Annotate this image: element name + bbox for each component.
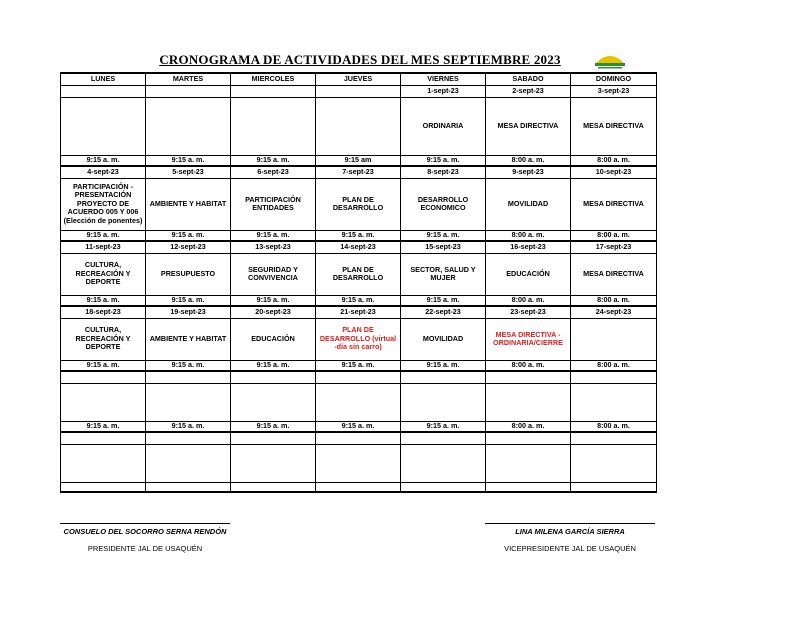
activity-cell: PARTICIPACIÓN - PRESENTACIÓN PROYECTO DE ACUERDO 005 Y 006 (Elección de ponentes)	[61, 178, 146, 230]
time-cell: 8:00 a. m.	[486, 155, 571, 166]
day-header-lunes: LUNES	[61, 73, 146, 85]
activity-cell: AMBIENTE Y HABITAT	[146, 178, 231, 230]
schedule-table	[60, 72, 657, 493]
activity-row	[61, 444, 657, 482]
time-cell: 8:00 a. m.	[486, 295, 571, 306]
time-cell: 9:15 a. m.	[401, 360, 486, 371]
time-cell: 9:15 a. m.	[61, 421, 146, 432]
date-cell: 1-sept-23	[401, 85, 486, 97]
date-cell: 3-sept-23	[571, 85, 657, 97]
time-row	[61, 230, 657, 241]
date-cell: 6-sept-23	[231, 166, 316, 178]
activity-cell	[61, 383, 146, 421]
signature-block-president	[60, 523, 230, 553]
date-cell: 16-sept-23	[486, 241, 571, 253]
activity-cell	[571, 383, 657, 421]
date-cell	[571, 371, 657, 383]
activity-cell: EDUCACIÓN	[486, 253, 571, 295]
day-header-miercoles: MIERCOLES	[231, 73, 316, 85]
date-cell	[486, 371, 571, 383]
time-cell: 9:15 a. m.	[231, 421, 316, 432]
date-cell: 18-sept-23	[61, 306, 146, 318]
date-cell: 7-sept-23	[316, 166, 401, 178]
day-header-viernes: VIERNES	[401, 73, 486, 85]
date-row	[61, 306, 657, 318]
activity-cell: MESA DIRECTIVA	[571, 253, 657, 295]
date-cell: 21-sept-23	[316, 306, 401, 318]
activity-cell	[61, 97, 146, 155]
date-cell: 12-sept-23	[146, 241, 231, 253]
activity-cell	[486, 444, 571, 482]
date-cell	[146, 432, 231, 444]
date-cell	[486, 432, 571, 444]
activity-cell	[316, 383, 401, 421]
time-cell: 9:15 a. m.	[401, 155, 486, 166]
time-row	[61, 421, 657, 432]
activity-cell: DESARROLLO ECONOMICO	[401, 178, 486, 230]
activity-cell: MESA DIRECTIVA	[571, 178, 657, 230]
time-cell: 9:15 a. m.	[146, 295, 231, 306]
day-header-domingo: DOMINGO	[571, 73, 657, 85]
time-row	[61, 295, 657, 306]
time-cell: 9:15 a. m.	[316, 295, 401, 306]
signature-line	[60, 523, 230, 524]
time-cell: 9:15 a. m.	[231, 295, 316, 306]
activity-cell: CULTURA, RECREACIÓN Y DEPORTE	[61, 253, 146, 295]
activity-cell: SEGURIDAD Y CONVIVENCIA	[231, 253, 316, 295]
date-cell	[401, 371, 486, 383]
date-cell	[61, 371, 146, 383]
activity-cell	[571, 318, 657, 360]
date-cell	[146, 371, 231, 383]
activity-row	[61, 253, 657, 295]
time-cell: 8:00 a. m.	[571, 421, 657, 432]
date-cell: 20-sept-23	[231, 306, 316, 318]
date-cell: 13-sept-23	[231, 241, 316, 253]
activity-cell: MOVILIDAD	[401, 318, 486, 360]
time-cell: 9:15 a. m.	[61, 230, 146, 241]
time-cell: 9:15 a. m.	[231, 360, 316, 371]
time-cell	[571, 482, 657, 492]
activity-cell	[146, 97, 231, 155]
time-cell	[316, 482, 401, 492]
date-cell	[231, 432, 316, 444]
activity-cell	[486, 383, 571, 421]
time-cell: 9:15 a. m.	[146, 230, 231, 241]
activity-cell	[61, 444, 146, 482]
activity-cell	[401, 383, 486, 421]
time-cell: 8:00 a. m.	[486, 421, 571, 432]
date-cell	[231, 85, 316, 97]
time-cell: 9:15 a. m.	[231, 230, 316, 241]
activity-cell: PARTICIPACIÓN ENTIDADES	[231, 178, 316, 230]
date-cell	[61, 432, 146, 444]
date-row	[61, 241, 657, 253]
time-cell: 9:15 am	[316, 155, 401, 166]
time-cell: 9:15 a. m.	[61, 155, 146, 166]
activity-cell: PRESUPUESTO	[146, 253, 231, 295]
time-cell: 8:00 a. m.	[571, 295, 657, 306]
date-cell: 4-sept-23	[61, 166, 146, 178]
time-cell: 9:15 a. m.	[401, 421, 486, 432]
activity-cell: ORDINARIA	[401, 97, 486, 155]
date-cell: 10-sept-23	[571, 166, 657, 178]
time-cell	[231, 482, 316, 492]
date-row	[61, 85, 657, 97]
activity-cell	[401, 444, 486, 482]
activity-cell: PLAN DE DESARROLLO	[316, 253, 401, 295]
time-cell	[401, 482, 486, 492]
page-title: CRONOGRAMA DE ACTIVIDADES DEL MES SEPTIEMBRE 2023	[159, 52, 561, 67]
time-cell	[61, 482, 146, 492]
date-cell: 24-sept-23	[571, 306, 657, 318]
time-cell: 9:15 a. m.	[146, 360, 231, 371]
activity-cell: PLAN DE DESARROLLO	[316, 178, 401, 230]
date-cell: 22-sept-23	[401, 306, 486, 318]
day-header-jueves: JUEVES	[316, 73, 401, 85]
time-cell: 9:15 a. m.	[401, 295, 486, 306]
time-cell: 8:00 a. m.	[486, 230, 571, 241]
date-cell	[61, 85, 146, 97]
activity-cell: MESA DIRECTIVA	[571, 97, 657, 155]
date-cell	[146, 85, 231, 97]
time-cell	[146, 482, 231, 492]
activity-cell: MESA DIRECTIVA	[486, 97, 571, 155]
time-cell: 9:15 a. m.	[61, 360, 146, 371]
time-cell: 9:15 a. m.	[401, 230, 486, 241]
jal-logo-icon	[592, 50, 628, 70]
activity-cell: MOVILIDAD	[486, 178, 571, 230]
time-cell: 9:15 a. m.	[231, 155, 316, 166]
activity-cell: CULTURA, RECREACIÓN Y DEPORTE	[61, 318, 146, 360]
signature-line	[485, 523, 655, 524]
time-cell: 8:00 a. m.	[486, 360, 571, 371]
time-cell: 9:15 a. m.	[146, 155, 231, 166]
date-cell	[571, 432, 657, 444]
activity-cell	[231, 383, 316, 421]
date-cell: 17-sept-23	[571, 241, 657, 253]
signature-role: PRESIDENTE JAL DE USAQUÉN	[87, 544, 203, 553]
time-cell: 9:15 a. m.	[61, 295, 146, 306]
signature-name: LINA MILENA GARCÍA SIERRA	[515, 527, 625, 536]
activity-cell: PLAN DE DESARROLLO (virtual -día sin carro)	[316, 318, 401, 360]
time-cell: 8:00 a. m.	[571, 360, 657, 371]
date-cell: 15-sept-23	[401, 241, 486, 253]
time-row	[61, 155, 657, 166]
signature-role: VICEPRESIDENTE JAL DE USAQUÉN	[504, 544, 636, 553]
signature-name: CONSUELO DEL SOCORRO SERNA RENDÓN	[63, 527, 227, 536]
activity-cell: MESA DIRECTIVA - ORDINARIA/CIERRE	[486, 318, 571, 360]
time-cell: 9:15 a. m.	[146, 421, 231, 432]
activity-cell	[146, 444, 231, 482]
date-cell: 5-sept-23	[146, 166, 231, 178]
time-cell: 8:00 a. m.	[571, 230, 657, 241]
date-cell: 8-sept-23	[401, 166, 486, 178]
activity-row	[61, 178, 657, 230]
weekday-header-row	[61, 73, 657, 85]
time-cell: 9:15 a. m.	[316, 421, 401, 432]
day-header-martes: MARTES	[146, 73, 231, 85]
activity-cell	[231, 97, 316, 155]
signature-block-vicepresident	[485, 523, 655, 553]
activity-cell: AMBIENTE Y HABITAT	[146, 318, 231, 360]
date-row	[61, 371, 657, 383]
time-cell: 8:00 a. m.	[571, 155, 657, 166]
activity-cell	[571, 444, 657, 482]
date-cell: 9-sept-23	[486, 166, 571, 178]
activity-cell	[146, 383, 231, 421]
time-row	[61, 482, 657, 492]
date-cell: 2-sept-23	[486, 85, 571, 97]
time-cell: 9:15 a. m.	[316, 230, 401, 241]
activity-row	[61, 318, 657, 360]
date-cell	[316, 371, 401, 383]
date-cell: 11-sept-23	[61, 241, 146, 253]
activity-cell: EDUCACIÓN	[231, 318, 316, 360]
activity-cell	[316, 444, 401, 482]
date-cell	[231, 371, 316, 383]
activity-cell	[316, 97, 401, 155]
date-cell: 23-sept-23	[486, 306, 571, 318]
date-row	[61, 166, 657, 178]
activity-row	[61, 97, 657, 155]
date-cell	[401, 432, 486, 444]
time-cell	[486, 482, 571, 492]
activity-cell	[231, 444, 316, 482]
date-cell: 14-sept-23	[316, 241, 401, 253]
day-header-sabado: SABADO	[486, 73, 571, 85]
date-cell	[316, 85, 401, 97]
activity-row	[61, 383, 657, 421]
time-row	[61, 360, 657, 371]
time-cell: 9:15 a. m.	[316, 360, 401, 371]
date-cell: 19-sept-23	[146, 306, 231, 318]
activity-cell: SECTOR, SALUD Y MUJER	[401, 253, 486, 295]
date-row	[61, 432, 657, 444]
date-cell	[316, 432, 401, 444]
